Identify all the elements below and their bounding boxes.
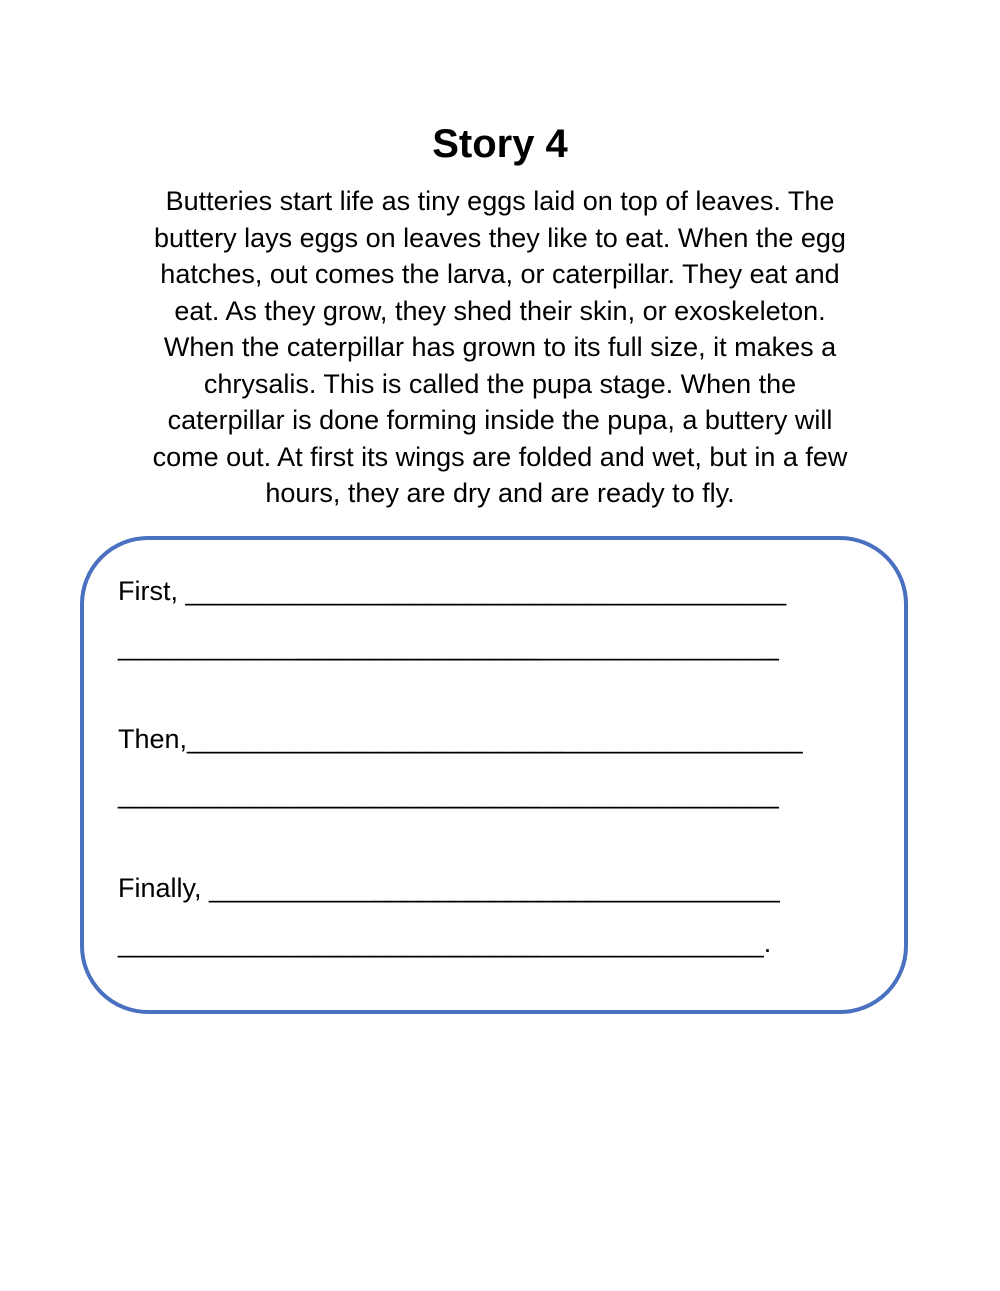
finally-answer-line[interactable]: Finally, ______________________________________ xyxy=(118,873,780,903)
page-title: Story 4 xyxy=(432,122,568,166)
story-line: come out. At first its wings are folded and wet, but in a few xyxy=(152,441,848,472)
story-line: hours, they are dry and are ready to fly. xyxy=(265,478,735,508)
story-paragraph xyxy=(100,183,900,512)
story-line: When the caterpillar has grown to its full size, it makes a xyxy=(163,332,837,362)
story-line: caterpillar is done forming inside the pupa, a buttery will xyxy=(167,405,833,435)
first-answer-line[interactable]: First, ________________________________________ xyxy=(118,576,787,606)
finally-answer-continuation-line[interactable]: ___________________________________________. xyxy=(118,928,772,958)
story-line: Butteries start life as tiny eggs laid on top of leaves. The xyxy=(165,186,835,216)
then-answer-continuation-line[interactable]: ____________________________________________ xyxy=(118,779,779,809)
story-line: eat. As they grow, they shed their skin, or exoskeleton. xyxy=(174,295,826,326)
first-answer-continuation-line[interactable]: ____________________________________________ xyxy=(118,631,779,661)
story-line: buttery lays eggs on leaves they like to eat. When the egg xyxy=(154,222,846,253)
story-line: chrysalis. This is called the pupa stage. When the xyxy=(203,368,797,399)
then-answer-line[interactable]: Then,_________________________________________ xyxy=(118,724,803,754)
story-line: hatches, out comes the larva, or caterpillar. They eat and xyxy=(160,259,840,289)
